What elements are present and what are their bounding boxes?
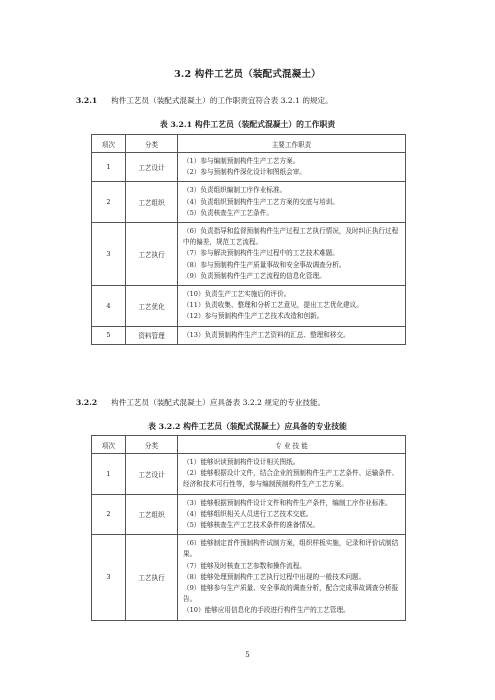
table-row: [92, 454, 406, 495]
table-row: [92, 182, 406, 223]
duties-table: [91, 134, 406, 345]
duty-item: （12）参与预制构件生产工艺技术改造和创新。: [183, 312, 324, 321]
skill-item: （10）能够应用信息化的手段进行构件生产的工艺管理。: [183, 606, 350, 615]
skills-table: [91, 435, 406, 621]
row-category: 工艺组织: [126, 494, 178, 535]
table-row: [92, 494, 406, 535]
skill-item: （9）能够参与生产质量、安全事故的调查分析，配合完成事故调查分析报告。: [183, 584, 399, 604]
skill-item: （7）能够及时核查工艺参数和操作流程。: [183, 561, 306, 570]
table-3-2-1-caption: 表 3.2.1 构件工艺员（装配式混凝土）的工作职责: [159, 120, 336, 129]
row-category: 工艺执行: [126, 535, 178, 620]
row-category: 工艺组织: [126, 182, 178, 223]
row-duties: [178, 153, 406, 182]
table-row: [92, 535, 406, 620]
section-title: 3.2 构件工艺员（装配式混凝土）: [174, 69, 321, 80]
duty-item: （3）负责组织编制工序作业标准。: [183, 186, 287, 195]
clause-text: 构件工艺员（装配式混凝土）的工作职责宜符合表 3.2.1 的规定。: [111, 96, 333, 105]
skill-item: （1）能够识读预制构件设计相关图纸。: [183, 458, 300, 466]
row-category: 工艺设计: [126, 153, 178, 182]
row-duties: [178, 182, 406, 223]
header-item-no: 项次: [92, 135, 126, 153]
row-no: 4: [92, 286, 126, 327]
duty-item: （4）负责组织预制构件生产工艺方案的交底与培训。: [183, 197, 339, 206]
row-no: 1: [92, 153, 126, 182]
duty-item: （2）参与预制构件深化设计和图纸会审。: [183, 168, 306, 177]
clause-number: 3.2.2: [76, 398, 98, 407]
clause-3-2-1: [76, 96, 416, 106]
row-category: 工艺设计: [126, 454, 178, 495]
header-item-no: 项次: [92, 436, 126, 454]
page-number: 5: [245, 651, 250, 659]
row-category: 工艺执行: [126, 223, 178, 286]
table-row: [92, 153, 406, 182]
row-no: 1: [92, 454, 126, 495]
row-category: 资料管理: [126, 326, 178, 344]
duty-item: （1）参与编制预制构件生产工艺方案。: [183, 157, 300, 165]
skill-item: （8）能够处理预制构件工艺执行过程中出现的一般技术问题。: [183, 572, 366, 581]
duty-item: （11）负责收集、整理和分析工艺意见，提出工艺优化建议。: [183, 301, 363, 310]
row-category: 工艺优化: [126, 286, 178, 327]
row-skills: [178, 535, 406, 620]
row-skills: [178, 494, 406, 535]
table-row: [92, 326, 406, 344]
skill-item: （5）能够核查生产工艺技术条件的准备情况。: [183, 521, 320, 530]
table-row: [92, 286, 406, 327]
header-skills: 专 业 技 能: [178, 436, 406, 454]
row-no: 3: [92, 535, 126, 620]
duty-item: （7）参与解决预制构件生产过程中的工艺技术难题。: [183, 249, 339, 258]
duty-item: （13）负责预制构件生产工艺资料的汇总、整理和移交。: [183, 330, 350, 339]
row-duties: [178, 326, 406, 344]
clause-3-2-2: [76, 398, 416, 408]
skill-item: （3）能够根据预制构件设计文件和构件生产条件，编制工序作业标准。: [183, 498, 392, 507]
row-no: 2: [92, 494, 126, 535]
duty-item: （6）负责指导和监督预制构件生产过程工艺执行情况，及时纠正执行过程中的偏差，规范工艺流程。: [183, 227, 399, 247]
header-duties: 主要工作职责: [178, 135, 406, 153]
duty-item: （8）参与预制构件生产质量事故和安全事故调查分析。: [183, 260, 346, 269]
header-category: 分类: [126, 135, 178, 153]
duty-item: （10）负责生产工艺实施后的评价。: [183, 290, 291, 299]
header-category: 分类: [126, 436, 178, 454]
row-no: 5: [92, 326, 126, 344]
row-no: 3: [92, 223, 126, 286]
table-row: [92, 223, 406, 286]
clause-number: 3.2.1: [76, 96, 98, 105]
skill-item: （6）能够制定首件预制构件试制方案，组织样板实施，记录和评价试制结果。: [183, 539, 399, 559]
clause-text: 构件工艺员（装配式混凝土）应具备表 3.2.2 规定的专业技能。: [111, 398, 326, 407]
skill-item: （4）能够组织相关人员进行工艺技术交底。: [183, 509, 313, 518]
skill-item: （2）能够根据设计文件，结合企业的预制构件生产工艺条件、运输条件、经济和技术可行性等，参与编制预制构件生产工艺方案。: [183, 469, 399, 489]
row-skills: [178, 454, 406, 495]
duty-item: （5）负责核查生产工艺条件。: [183, 208, 273, 217]
row-no: 2: [92, 182, 126, 223]
row-duties: [178, 223, 406, 286]
duty-item: （9）负责预制构件生产工艺流程的信息化管理。: [183, 271, 326, 280]
table-header-row: [92, 135, 406, 153]
table-header-row: [92, 436, 406, 454]
table-3-2-2-caption: 表 3.2.2 构件工艺员（装配式混凝土）应具备的专业技能: [148, 422, 347, 431]
row-duties: [178, 286, 406, 327]
